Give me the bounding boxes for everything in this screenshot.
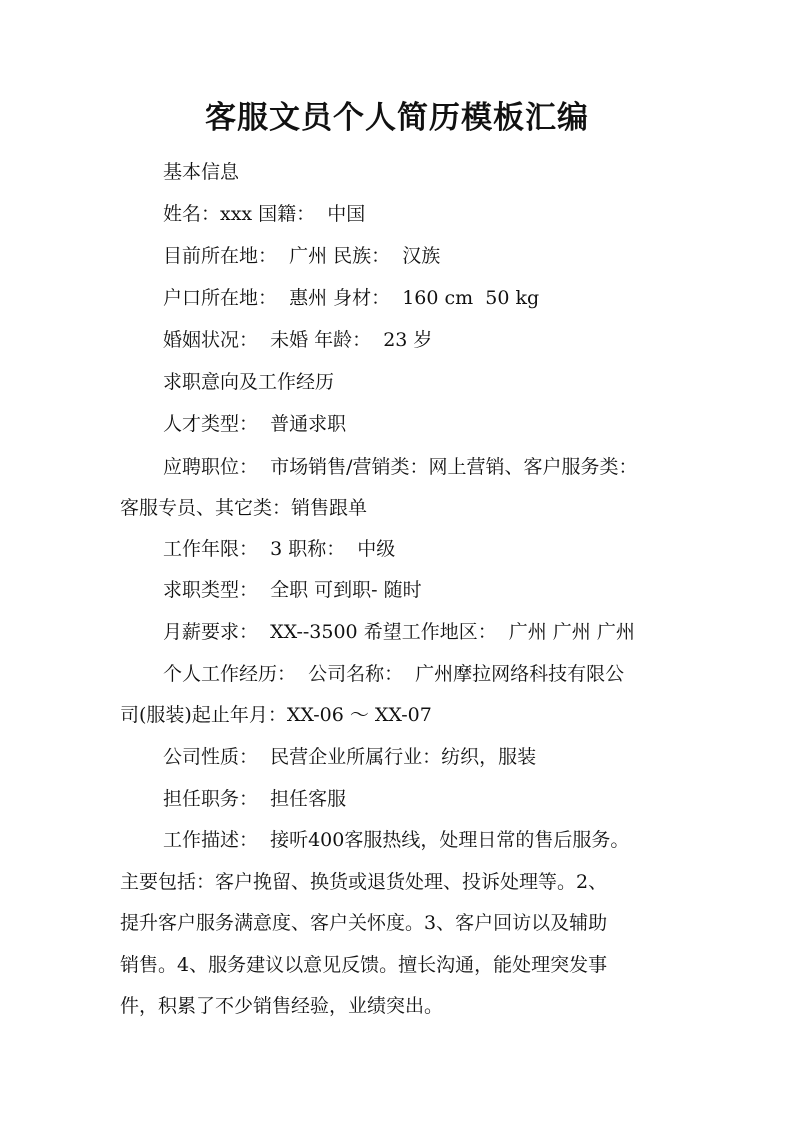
text-line-work-experience: 个人工作经历： 公司名称： 广州摩拉网络科技有限公 (163, 663, 625, 685)
text-line-job-description-cont-4: 件，积累了不少销售经验，业绩突出。 (120, 995, 444, 1017)
text-line-current-location: 目前所在地： 广州 民族： 汉族 (163, 245, 441, 267)
text-line-job-description-cont-2: 提升客户服务满意度、客户关怀度。3、客户回访以及辅助 (120, 912, 608, 934)
text-line-company-nature: 公司性质： 民营企业所属行业：纺织，服装 (163, 746, 537, 768)
document-title: 客服文员个人简历模板汇编 (205, 100, 589, 136)
text-line-job-description-cont-3: 销售。4、服务建议以意见反馈。擅长沟通，能处理突发事 (120, 954, 608, 976)
text-line-applied-position: 应聘职位： 市场销售/营销类：网上营销、客户服务类： (163, 456, 638, 478)
text-line-name-nationality: 姓名：xxx 国籍： 中国 (163, 203, 366, 225)
text-line-position-held: 担任职务： 担任客服 (163, 788, 347, 810)
text-line-talent-type: 人才类型： 普通求职 (163, 413, 347, 435)
text-line-household-location: 户口所在地： 惠州 身材： 160 cm 50 kg (163, 287, 540, 309)
section-heading-basic-info: 基本信息 (163, 161, 240, 183)
text-line-job-description-cont-1: 主要包括：客户挽留、换货或退货处理、投诉处理等。2、 (120, 871, 608, 893)
text-line-work-years: 工作年限： 3 职称： 中级 (163, 538, 396, 560)
text-line-marital-status: 婚姻状况： 未婚 年龄： 23 岁 (163, 329, 433, 351)
text-line-work-experience-cont: 司(服装)起止年月：XX-06 ～ XX-07 (120, 704, 432, 726)
section-heading-job-intention: 求职意向及工作经历 (163, 371, 335, 393)
text-line-salary: 月薪要求： XX--3500 希望工作地区： 广州 广州 广州 (163, 621, 635, 643)
text-line-job-type: 求职类型： 全职 可到职- 随时 (163, 579, 422, 601)
text-line-job-description: 工作描述： 接听400客服热线，处理日常的售后服务。 (163, 829, 630, 851)
text-line-applied-position-cont: 客服专员、其它类：销售跟单 (120, 497, 368, 519)
